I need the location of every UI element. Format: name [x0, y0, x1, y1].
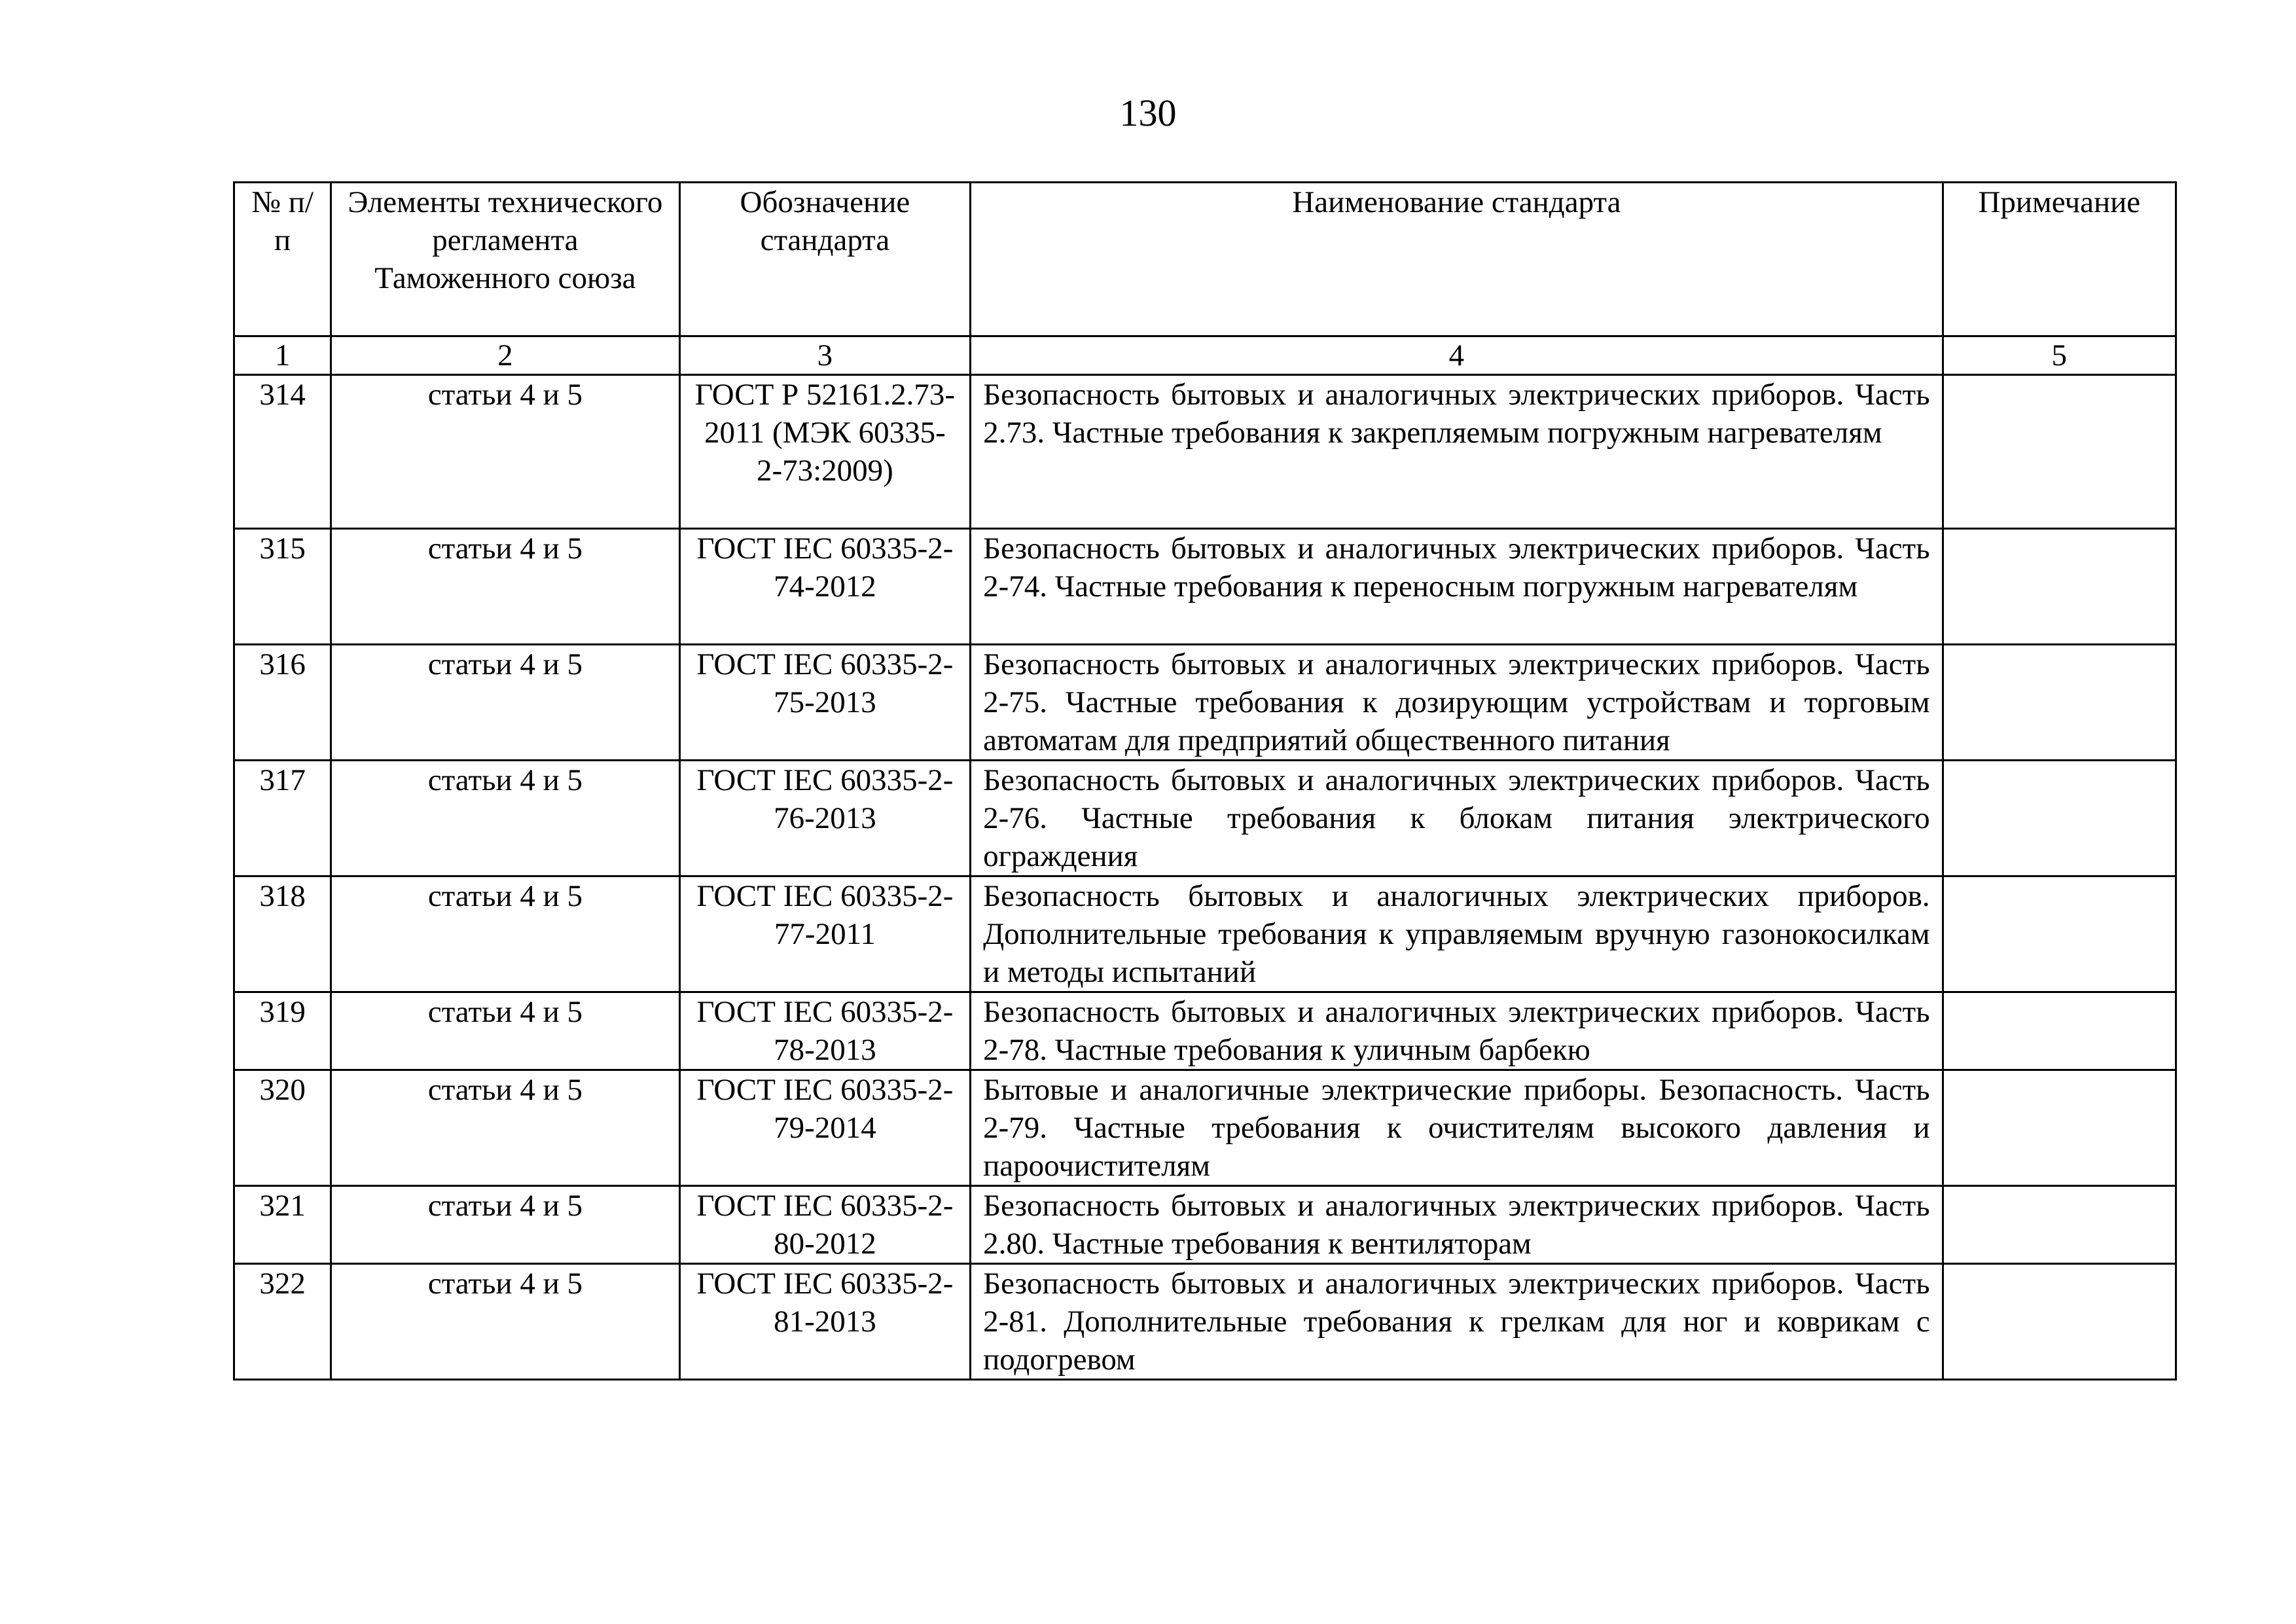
row-num: 315 — [234, 529, 331, 645]
row-num: 322 — [234, 1264, 331, 1380]
row-elements: статьи 4 и 5 — [331, 876, 680, 992]
row-elements: статьи 4 и 5 — [331, 645, 680, 761]
row-note — [1943, 1186, 2176, 1264]
header-elements: Элементы технического регламента Таможенного союза — [331, 183, 680, 336]
column-number: 5 — [1943, 336, 2176, 375]
row-designation: ГОСТ IEC 60335-2-78-2013 — [679, 992, 970, 1070]
page-number: 130 — [1119, 92, 1177, 134]
row-note — [1943, 1070, 2176, 1186]
column-number-row — [234, 336, 2176, 375]
standards-table — [233, 181, 2177, 1380]
row-designation: ГОСТ Р 52161.2.73-2011 (МЭК 60335-2-73:2009) — [679, 375, 970, 529]
column-number: 2 — [331, 336, 680, 375]
row-elements: статьи 4 и 5 — [331, 529, 680, 645]
column-number: 3 — [679, 336, 970, 375]
row-elements: статьи 4 и 5 — [331, 761, 680, 876]
row-name: Безопасность бытовых и аналогичных электрических приборов. Часть 2-78. Частные требования к уличным барбекю — [971, 992, 1943, 1070]
row-note — [1943, 992, 2176, 1070]
row-num: 320 — [234, 1070, 331, 1186]
table-row — [234, 1186, 2176, 1264]
table-row — [234, 992, 2176, 1070]
row-name: Безопасность бытовых и аналогичных электрических приборов. Часть 2-75. Частные требования к дозирующим устройствам и торговым автоматам для предприятий общественного питания — [971, 645, 1943, 761]
header-designation: Обозначение стандарта — [679, 183, 970, 336]
column-number: 1 — [234, 336, 331, 375]
row-elements: статьи 4 и 5 — [331, 375, 680, 529]
row-designation: ГОСТ IEC 60335-2-81-2013 — [679, 1264, 970, 1380]
row-note — [1943, 645, 2176, 761]
table-row — [234, 645, 2176, 761]
row-name: Безопасность бытовых и аналогичных электрических приборов. Часть 2.80. Частные требования к вентиляторам — [971, 1186, 1943, 1264]
row-designation: ГОСТ IEC 60335-2-77-2011 — [679, 876, 970, 992]
table-row — [234, 1070, 2176, 1186]
row-num: 314 — [234, 375, 331, 529]
header-note: Примечание — [1943, 183, 2176, 336]
row-num: 319 — [234, 992, 331, 1070]
table-row — [234, 1264, 2176, 1380]
row-name: Бытовые и аналогичные электрические приборы. Безопасность. Часть 2-79. Частные требования к очистителям высокого давления и пароочистителям — [971, 1070, 1943, 1186]
row-note — [1943, 1264, 2176, 1380]
row-designation: ГОСТ IEC 60335-2-74-2012 — [679, 529, 970, 645]
row-elements: статьи 4 и 5 — [331, 992, 680, 1070]
table-row — [234, 529, 2176, 645]
row-elements: статьи 4 и 5 — [331, 1186, 680, 1264]
table-row — [234, 375, 2176, 529]
table-row — [234, 761, 2176, 876]
row-note — [1943, 375, 2176, 529]
row-name: Безопасность бытовых и аналогичных электрических приборов. Дополнительные требования к управляемым вручную газонокосилкам и методы испытаний — [971, 876, 1943, 992]
row-note — [1943, 876, 2176, 992]
row-name: Безопасность бытовых и аналогичных электрических приборов. Часть 2.73. Частные требования к закрепляемым погружным нагревателям — [971, 375, 1943, 529]
table-row — [234, 876, 2176, 992]
row-num: 321 — [234, 1186, 331, 1264]
row-elements: статьи 4 и 5 — [331, 1264, 680, 1380]
row-elements: статьи 4 и 5 — [331, 1070, 680, 1186]
row-designation: ГОСТ IEC 60335-2-80-2012 — [679, 1186, 970, 1264]
row-designation: ГОСТ IEC 60335-2-76-2013 — [679, 761, 970, 876]
row-name: Безопасность бытовых и аналогичных электрических приборов. Часть 2-76. Частные требования к блокам питания электрического ограждения — [971, 761, 1943, 876]
row-note — [1943, 761, 2176, 876]
row-name: Безопасность бытовых и аналогичных электрических приборов. Часть 2-81. Дополнительные требования к грелкам для ног и коврикам с подогревом — [971, 1264, 1943, 1380]
header-name: Наименование стандарта — [971, 183, 1943, 336]
row-note — [1943, 529, 2176, 645]
row-num: 316 — [234, 645, 331, 761]
header-num: № п/п — [234, 183, 331, 336]
row-num: 318 — [234, 876, 331, 992]
header-row — [234, 183, 2176, 336]
row-name: Безопасность бытовых и аналогичных электрических приборов. Часть 2-74. Частные требования к переносным погружным нагревателям — [971, 529, 1943, 645]
row-designation: ГОСТ IEC 60335-2-79-2014 — [679, 1070, 970, 1186]
column-number: 4 — [971, 336, 1943, 375]
row-num: 317 — [234, 761, 331, 876]
row-designation: ГОСТ IEC 60335-2-75-2013 — [679, 645, 970, 761]
